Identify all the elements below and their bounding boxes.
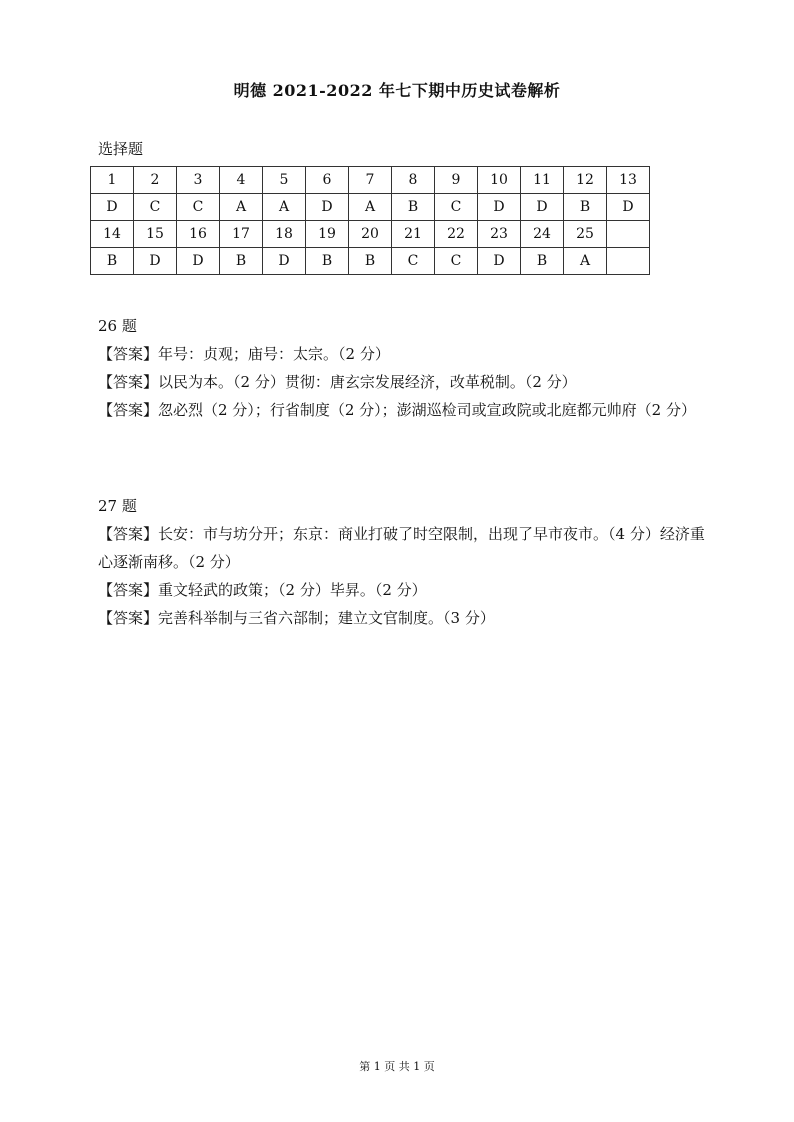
table-cell: C	[177, 194, 220, 221]
table-cell: D	[521, 194, 564, 221]
page-footer: 第 1 页 共 1 页	[359, 1060, 435, 1073]
table-cell	[607, 221, 650, 248]
table-cell: C	[134, 194, 177, 221]
question-26-heading: 26 题	[98, 317, 137, 335]
question-26-answer-1: 【答案】年号：贞观；庙号：太宗。（2 分）	[98, 345, 390, 363]
table-cell: B	[392, 194, 435, 221]
table-cell: D	[306, 194, 349, 221]
table-cell: 3	[177, 167, 220, 194]
table-cell: B	[306, 248, 349, 275]
table-cell: D	[478, 248, 521, 275]
table-cell: 23	[478, 221, 521, 248]
table-cell: 9	[435, 167, 478, 194]
table-cell: 17	[220, 221, 263, 248]
table-cell: 2	[134, 167, 177, 194]
question-27-answer-3: 【答案】完善科举制与三省六部制；建立文官制度。（3 分）	[98, 609, 495, 627]
table-cell: D	[478, 194, 521, 221]
table-cell: D	[91, 194, 134, 221]
table-cell: 22	[435, 221, 478, 248]
table-cell: B	[564, 194, 607, 221]
table-cell: D	[607, 194, 650, 221]
table-cell: 12	[564, 167, 607, 194]
table-cell: B	[521, 248, 564, 275]
question-27-answer-2: 【答案】重文轻武的政策；（2 分）毕昇。（2 分）	[98, 581, 427, 599]
question-26-answer-3: 【答案】忽必烈（2 分）；行省制度（2 分）；澎湖巡检司或宣政院或北庭都元帅府（2 分）	[98, 401, 696, 419]
table-cell: A	[220, 194, 263, 221]
question-26-answer-2: 【答案】以民为本。（2 分）贯彻：唐玄宗发展经济，改革税制。（2 分）	[98, 373, 577, 391]
answer-table-body	[91, 167, 650, 275]
table-cell: 25	[564, 221, 607, 248]
table-cell: 8	[392, 167, 435, 194]
table-cell: 6	[306, 167, 349, 194]
table-cell: A	[564, 248, 607, 275]
question-27-answer-1: 【答案】长安：市与坊分开；东京：商业打破了时空限制，出现了早市夜市。（4 分）经济重心逐渐南移。（2 分）	[98, 525, 705, 571]
question-27-block	[98, 492, 708, 632]
table-cell: 14	[91, 221, 134, 248]
table-cell: 11	[521, 167, 564, 194]
table-cell: C	[392, 248, 435, 275]
table-cell: A	[263, 194, 306, 221]
table-cell: 7	[349, 167, 392, 194]
table-cell: 20	[349, 221, 392, 248]
table-row	[91, 248, 650, 275]
table-cell: 10	[478, 167, 521, 194]
table-cell: 1	[91, 167, 134, 194]
table-cell: 13	[607, 167, 650, 194]
table-row	[91, 194, 650, 221]
question-26-block	[98, 312, 708, 424]
table-cell: 5	[263, 167, 306, 194]
table-cell: 16	[177, 221, 220, 248]
question-27-heading: 27 题	[98, 497, 137, 515]
table-cell: C	[435, 248, 478, 275]
table-cell: 18	[263, 221, 306, 248]
answer-table	[90, 166, 650, 275]
table-cell: A	[349, 194, 392, 221]
table-cell: 24	[521, 221, 564, 248]
table-row	[91, 167, 650, 194]
table-cell: B	[220, 248, 263, 275]
table-cell: 4	[220, 167, 263, 194]
table-cell: 21	[392, 221, 435, 248]
section-label-multiple-choice: 选择题	[98, 140, 144, 158]
table-cell: D	[134, 248, 177, 275]
table-cell	[607, 248, 650, 275]
table-cell: C	[435, 194, 478, 221]
table-cell: D	[177, 248, 220, 275]
table-cell: B	[91, 248, 134, 275]
table-cell: 19	[306, 221, 349, 248]
table-cell: B	[349, 248, 392, 275]
document-title: 明德 2021-2022 年七下期中历史试卷解析	[233, 81, 561, 100]
table-cell: 15	[134, 221, 177, 248]
table-row	[91, 221, 650, 248]
table-cell: D	[263, 248, 306, 275]
